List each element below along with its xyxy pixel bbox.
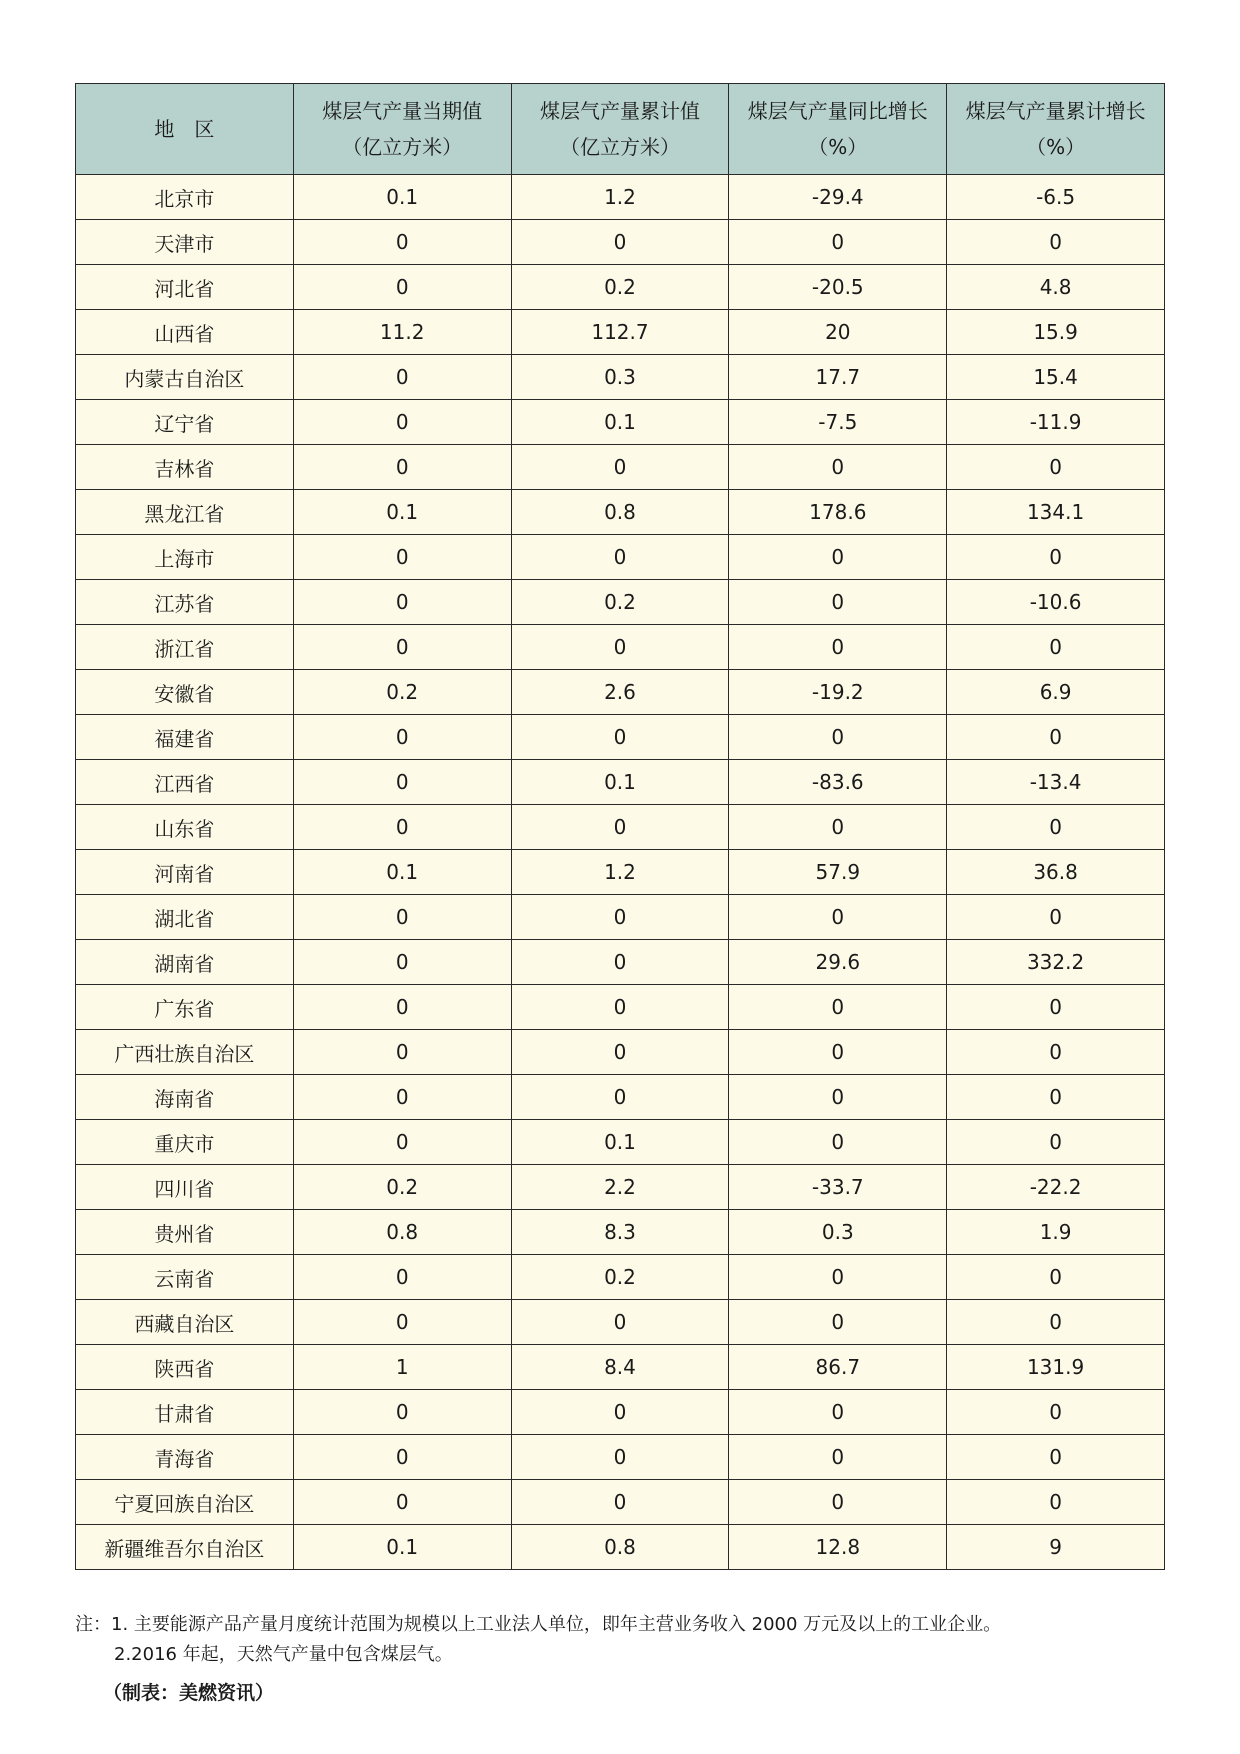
table-row	[76, 850, 1165, 895]
value-cell: 0.8	[511, 1525, 729, 1570]
value-cell: 0	[947, 625, 1165, 670]
value-cell: 0	[729, 1480, 947, 1525]
value-cell: 0.1	[293, 175, 511, 220]
value-cell: 0	[293, 1300, 511, 1345]
value-cell: 0	[947, 1390, 1165, 1435]
value-cell: 0	[293, 1390, 511, 1435]
region-cell: 江苏省	[76, 580, 294, 625]
table-row	[76, 1435, 1165, 1480]
table-row	[76, 1345, 1165, 1390]
column-header-unit: （亿立方米）	[342, 135, 463, 159]
value-cell: 0	[947, 1075, 1165, 1120]
value-cell: 0	[511, 1390, 729, 1435]
table-body	[76, 175, 1165, 1570]
value-cell: 0	[729, 1075, 947, 1120]
value-cell: 131.9	[947, 1345, 1165, 1390]
region-cell: 浙江省	[76, 625, 294, 670]
value-cell: 0	[293, 445, 511, 490]
value-cell: 0	[729, 220, 947, 265]
table-row	[76, 1255, 1165, 1300]
value-cell: 0	[511, 1435, 729, 1480]
value-cell: 0	[729, 580, 947, 625]
column-header-title: 煤层气产量当期值	[322, 99, 483, 123]
value-cell: -11.9	[947, 400, 1165, 445]
table-row	[76, 175, 1165, 220]
column-header-0	[76, 84, 294, 175]
value-cell: 0	[293, 760, 511, 805]
table-row	[76, 1525, 1165, 1570]
table-row	[76, 985, 1165, 1030]
region-cell: 山西省	[76, 310, 294, 355]
value-cell: 0	[511, 1300, 729, 1345]
value-cell: 1	[293, 1345, 511, 1390]
column-header-unit: （%）	[1026, 135, 1086, 159]
region-cell: 陕西省	[76, 1345, 294, 1390]
region-cell: 天津市	[76, 220, 294, 265]
value-cell: 0	[511, 940, 729, 985]
region-cell: 青海省	[76, 1435, 294, 1480]
value-cell: 0	[293, 265, 511, 310]
value-cell: 4.8	[947, 265, 1165, 310]
region-cell: 云南省	[76, 1255, 294, 1300]
value-cell: 0	[947, 1435, 1165, 1480]
table-row	[76, 940, 1165, 985]
value-cell: 0	[293, 1480, 511, 1525]
value-cell: 0.1	[293, 1525, 511, 1570]
value-cell: 0	[947, 220, 1165, 265]
value-cell: 0	[947, 445, 1165, 490]
value-cell: 36.8	[947, 850, 1165, 895]
value-cell: 0	[729, 1120, 947, 1165]
value-cell: 0	[293, 715, 511, 760]
value-cell: 0	[947, 1255, 1165, 1300]
value-cell: 17.7	[729, 355, 947, 400]
value-cell: 0	[729, 1300, 947, 1345]
value-cell: 0	[511, 1480, 729, 1525]
region-cell: 河北省	[76, 265, 294, 310]
value-cell: 1.9	[947, 1210, 1165, 1255]
table-row	[76, 310, 1165, 355]
value-cell: 11.2	[293, 310, 511, 355]
region-cell: 新疆维吾尔自治区	[76, 1525, 294, 1570]
table-row	[76, 1300, 1165, 1345]
region-cell: 福建省	[76, 715, 294, 760]
table-row	[76, 1075, 1165, 1120]
region-cell: 辽宁省	[76, 400, 294, 445]
table-row	[76, 1480, 1165, 1525]
value-cell: 0	[511, 535, 729, 580]
value-cell: 0.8	[293, 1210, 511, 1255]
region-cell: 吉林省	[76, 445, 294, 490]
column-header-unit: （亿立方米）	[559, 135, 680, 159]
table-row	[76, 1165, 1165, 1210]
value-cell: 0	[729, 625, 947, 670]
value-cell: 20	[729, 310, 947, 355]
region-cell: 广东省	[76, 985, 294, 1030]
value-cell: 0	[511, 1030, 729, 1075]
value-cell: 0	[729, 1390, 947, 1435]
value-cell: 0	[293, 400, 511, 445]
value-cell: 0.1	[293, 490, 511, 535]
value-cell: 0.8	[511, 490, 729, 535]
region-cell: 海南省	[76, 1075, 294, 1120]
value-cell: 0	[511, 625, 729, 670]
table-row	[76, 760, 1165, 805]
region-cell: 四川省	[76, 1165, 294, 1210]
column-header-title: 煤层气产量同比增长	[747, 99, 928, 123]
value-cell: 178.6	[729, 490, 947, 535]
region-cell: 山东省	[76, 805, 294, 850]
value-cell: 0	[511, 220, 729, 265]
column-header-unit: （%）	[808, 135, 868, 159]
value-cell: 2.2	[511, 1165, 729, 1210]
value-cell: 0	[729, 1255, 947, 1300]
table-row	[76, 355, 1165, 400]
value-cell: 0	[729, 445, 947, 490]
table-row	[76, 1120, 1165, 1165]
value-cell: 0	[293, 1030, 511, 1075]
column-header-4	[947, 84, 1165, 175]
column-header-1	[293, 84, 511, 175]
value-cell: 0	[293, 985, 511, 1030]
value-cell: -83.6	[729, 760, 947, 805]
value-cell: 0.2	[511, 580, 729, 625]
region-cell: 西藏自治区	[76, 1300, 294, 1345]
value-cell: 15.4	[947, 355, 1165, 400]
value-cell: 8.3	[511, 1210, 729, 1255]
table-row	[76, 535, 1165, 580]
value-cell: 0	[729, 805, 947, 850]
value-cell: -6.5	[947, 175, 1165, 220]
value-cell: 0	[293, 625, 511, 670]
value-cell: 0	[729, 1030, 947, 1075]
region-cell: 安徽省	[76, 670, 294, 715]
value-cell: 0.2	[511, 265, 729, 310]
value-cell: 12.8	[729, 1525, 947, 1570]
value-cell: 0	[947, 985, 1165, 1030]
value-cell: 0	[293, 940, 511, 985]
value-cell: 0	[947, 895, 1165, 940]
value-cell: 0	[293, 535, 511, 580]
value-cell: 0.3	[511, 355, 729, 400]
table-credit: （制表：美燃资讯）	[103, 1682, 275, 1704]
value-cell: 0	[511, 805, 729, 850]
value-cell: 2.6	[511, 670, 729, 715]
value-cell: 57.9	[729, 850, 947, 895]
header-row	[76, 84, 1165, 175]
value-cell: -7.5	[729, 400, 947, 445]
region-cell: 甘肃省	[76, 1390, 294, 1435]
table-row	[76, 1030, 1165, 1075]
value-cell: 0	[293, 1435, 511, 1480]
value-cell: 1.2	[511, 850, 729, 895]
table-row	[76, 400, 1165, 445]
region-cell: 贵州省	[76, 1210, 294, 1255]
region-cell: 内蒙古自治区	[76, 355, 294, 400]
value-cell: 0	[511, 715, 729, 760]
table-row	[76, 1210, 1165, 1255]
value-cell: 0	[511, 895, 729, 940]
value-cell: 0.1	[511, 400, 729, 445]
value-cell: 0.3	[729, 1210, 947, 1255]
region-cell: 宁夏回族自治区	[76, 1480, 294, 1525]
table-header	[76, 84, 1165, 175]
table-row	[76, 625, 1165, 670]
value-cell: 0	[947, 715, 1165, 760]
value-cell: 0	[293, 220, 511, 265]
value-cell: 0	[511, 1075, 729, 1120]
value-cell: 0	[947, 805, 1165, 850]
region-cell: 上海市	[76, 535, 294, 580]
coalbed-methane-table	[75, 83, 1165, 1570]
value-cell: -19.2	[729, 670, 947, 715]
value-cell: 0	[293, 895, 511, 940]
column-header-2	[511, 84, 729, 175]
value-cell: -33.7	[729, 1165, 947, 1210]
value-cell: 0.2	[293, 1165, 511, 1210]
value-cell: 0	[511, 445, 729, 490]
value-cell: -20.5	[729, 265, 947, 310]
table-notes	[75, 1610, 1001, 1670]
value-cell: 0	[729, 535, 947, 580]
value-cell: 15.9	[947, 310, 1165, 355]
value-cell: -22.2	[947, 1165, 1165, 1210]
table-row	[76, 805, 1165, 850]
column-header-title: 煤层气产量累计值	[539, 99, 700, 123]
value-cell: 6.9	[947, 670, 1165, 715]
table-row	[76, 265, 1165, 310]
region-cell: 广西壮族自治区	[76, 1030, 294, 1075]
value-cell: 0.2	[293, 670, 511, 715]
region-cell: 北京市	[76, 175, 294, 220]
value-cell: 0	[511, 985, 729, 1030]
value-cell: 9	[947, 1525, 1165, 1570]
table-row	[76, 1390, 1165, 1435]
table-row	[76, 220, 1165, 265]
region-cell: 江西省	[76, 760, 294, 805]
value-cell: 0.2	[511, 1255, 729, 1300]
region-cell: 湖南省	[76, 940, 294, 985]
note-line-2: 2.2016 年起，天然气产量中包含煤层气。	[114, 1644, 453, 1665]
table-row	[76, 445, 1165, 490]
value-cell: 134.1	[947, 490, 1165, 535]
value-cell: 0	[293, 1075, 511, 1120]
value-cell: 29.6	[729, 940, 947, 985]
value-cell: 0	[293, 805, 511, 850]
value-cell: 0	[947, 1480, 1165, 1525]
region-cell: 河南省	[76, 850, 294, 895]
value-cell: 0	[729, 715, 947, 760]
value-cell: 0	[293, 1120, 511, 1165]
value-cell: 0	[729, 985, 947, 1030]
value-cell: 0	[293, 1255, 511, 1300]
table-row	[76, 715, 1165, 760]
value-cell: 0.1	[511, 1120, 729, 1165]
table-row	[76, 670, 1165, 715]
column-header-3	[729, 84, 947, 175]
region-cell: 重庆市	[76, 1120, 294, 1165]
value-cell: 0	[947, 1120, 1165, 1165]
value-cell: 0	[947, 1300, 1165, 1345]
value-cell: -13.4	[947, 760, 1165, 805]
value-cell: 332.2	[947, 940, 1165, 985]
column-header-title: 地 区	[154, 117, 215, 141]
value-cell: 86.7	[729, 1345, 947, 1390]
table-row	[76, 895, 1165, 940]
value-cell: -10.6	[947, 580, 1165, 625]
column-header-title: 煤层气产量累计增长	[965, 99, 1146, 123]
table-row	[76, 490, 1165, 535]
value-cell: -29.4	[729, 175, 947, 220]
value-cell: 0	[947, 535, 1165, 580]
value-cell: 1.2	[511, 175, 729, 220]
value-cell: 112.7	[511, 310, 729, 355]
table-row	[76, 580, 1165, 625]
value-cell: 0	[729, 895, 947, 940]
region-cell: 黑龙江省	[76, 490, 294, 535]
note-line-1: 注：1. 主要能源产品产量月度统计范围为规模以上工业法人单位，即年主营业务收入 2000 万元及以上的工业企业。	[75, 1614, 1002, 1635]
value-cell: 0	[729, 1435, 947, 1480]
value-cell: 0	[293, 580, 511, 625]
region-cell: 湖北省	[76, 895, 294, 940]
value-cell: 0.1	[511, 760, 729, 805]
value-cell: 0	[947, 1030, 1165, 1075]
value-cell: 8.4	[511, 1345, 729, 1390]
value-cell: 0.1	[293, 850, 511, 895]
value-cell: 0	[293, 355, 511, 400]
